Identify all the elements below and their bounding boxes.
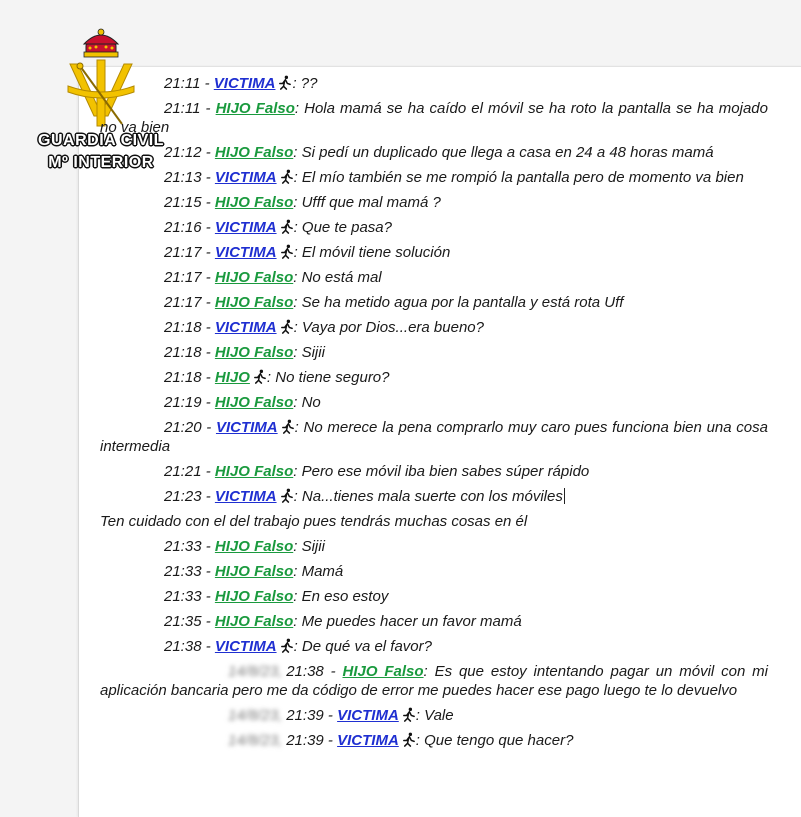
chat-message: 14/8/23, 21:39 - VICTIMA : Que tengo que hacer? <box>100 731 768 750</box>
message-sender: HIJO Falso <box>214 613 294 630</box>
message-sender: VICTIMA <box>214 319 277 336</box>
runner-icon <box>279 169 294 184</box>
chat-message: 21:17 - VICTIMA : El móvil tiene solución <box>164 244 451 261</box>
message-sender: HIJO Falso <box>214 294 294 311</box>
message-text: Si pedí un duplicado que llega a casa en 24 a 48 horas mamá <box>301 144 714 161</box>
message-time: 21:18 <box>164 319 202 336</box>
text-caret <box>564 488 565 504</box>
message-time: 21:39 <box>286 732 324 749</box>
message-sender: HIJO Falso <box>214 394 294 411</box>
message-time: 21:18 <box>164 344 202 361</box>
runner-icon <box>279 488 294 503</box>
message-date: 14/8/23, <box>228 732 283 749</box>
message-time: 21:38 <box>164 638 202 655</box>
message-sender: HIJO Falso <box>215 100 295 117</box>
message-text: Vaya por Dios...era bueno? <box>301 319 484 336</box>
message-time: 21:19 <box>164 394 202 411</box>
message-time: 21:17 <box>164 244 202 261</box>
message-time: 21:17 <box>164 294 202 311</box>
message-text: ?? <box>300 75 318 92</box>
message-sender: VICTIMA <box>214 488 277 505</box>
chat-message: 21:33 - HIJO Falso: En eso estoy <box>164 588 389 605</box>
chat-message: 21:38 - VICTIMA : De qué va el favor? <box>164 638 432 655</box>
chat-message: 21:18 - VICTIMA : Vaya por Dios...era bueno? <box>164 319 484 336</box>
message-text: En eso estoy <box>301 588 389 605</box>
message-time: 21:33 <box>164 563 202 580</box>
chat-message: 21:33 - HIJO Falso: Sijii <box>164 538 325 555</box>
chat-message: 14/8/23, 21:39 - VICTIMA : Vale <box>100 706 768 725</box>
message-text: Sijii <box>301 538 325 555</box>
chat-message: 21:18 - HIJO Falso: Sijii <box>164 344 325 361</box>
message-time: 21:21 <box>164 463 202 480</box>
chat-message <box>100 512 768 531</box>
message-text: Hola mamá se ha caído el móvil se ha roto la pantalla se ha mojado no va bien <box>100 100 768 136</box>
message-sender: HIJO <box>214 369 250 386</box>
message-time: 21:11 <box>164 75 201 92</box>
message-text: Na...tienes mala suerte con los móviles <box>301 488 563 505</box>
chat-message: 21:18 - HIJO : No tiene seguro? <box>164 369 390 386</box>
message-time: 21:17 <box>164 269 202 286</box>
message-text: El mío también se me rompió la pantalla pero de momento va bien <box>301 169 744 186</box>
chat-message: 21:35 - HIJO Falso: Me puedes hacer un favor mamá <box>164 613 522 630</box>
message-sender: HIJO Falso <box>214 144 294 161</box>
message-text: Ten cuidado con el del trabajo pues tendrás muchas cosas en él <box>100 513 528 530</box>
chat-message: 21:16 - VICTIMA : Que te pasa? <box>164 219 392 236</box>
message-text: No tiene seguro? <box>275 369 390 386</box>
message-sender: HIJO Falso <box>342 663 424 680</box>
message-text: Pero ese móvil iba bien sabes súper rápido <box>301 463 590 480</box>
message-date: 14/8/23, <box>228 663 283 680</box>
message-time: 21:23 <box>164 488 202 505</box>
message-time: 21:20 <box>164 419 202 436</box>
message-sender: VICTIMA <box>337 732 399 749</box>
message-sender: VICTIMA <box>214 244 277 261</box>
chat-message: 21:17 - HIJO Falso: No está mal <box>164 269 382 286</box>
chat-message: 21:13 - VICTIMA : El mío también se me rompió la pantalla pero de momento va bien <box>164 169 744 186</box>
chat-transcript <box>100 74 768 756</box>
message-time: 21:39 <box>286 707 324 724</box>
message-time: 21:16 <box>164 219 202 236</box>
message-sender: VICTIMA <box>213 75 276 92</box>
runner-icon <box>401 707 416 722</box>
message-sender: HIJO Falso <box>214 563 294 580</box>
message-text: Mamá <box>301 563 344 580</box>
message-sender: VICTIMA <box>214 219 277 236</box>
message-date: 14/8/23, <box>228 707 283 724</box>
chat-message: 21:20 - VICTIMA : No merece la pena comprarlo muy caro pues funciona bien una cosa intermedia <box>100 419 768 455</box>
message-text: Me puedes hacer un favor mamá <box>301 613 522 630</box>
chat-message: 21:11 - HIJO Falso: Hola mamá se ha caído el móvil se ha roto la pantalla se ha mojado no va bien <box>100 100 768 136</box>
chat-message: 21:23 - VICTIMA : Na...tienes mala suerte con los móviles <box>164 488 563 505</box>
message-sender: HIJO Falso <box>214 588 294 605</box>
chat-message: 21:11 - VICTIMA : ?? <box>164 75 318 92</box>
runner-icon <box>279 638 294 653</box>
message-time: 21:15 <box>164 194 202 211</box>
message-text: Vale <box>424 707 454 724</box>
runner-icon <box>401 732 416 747</box>
message-time: 21:33 <box>164 538 202 555</box>
message-text: Se ha metido agua por la pantalla y está rota Uff <box>301 294 624 311</box>
message-sender: VICTIMA <box>337 707 399 724</box>
message-text: Ufff que mal mamá ? <box>301 194 441 211</box>
chat-message: 21:17 - HIJO Falso: Se ha metido agua por la pantalla y está rota Uff <box>164 294 624 311</box>
message-time: 21:13 <box>164 169 202 186</box>
chat-message: 21:33 - HIJO Falso: Mamá <box>164 563 344 580</box>
message-sender: VICTIMA <box>214 638 277 655</box>
message-sender: HIJO Falso <box>214 463 294 480</box>
message-text: De qué va el favor? <box>301 638 432 655</box>
message-text: El móvil tiene solución <box>301 244 451 261</box>
message-text: Sijii <box>301 344 325 361</box>
message-text: Que tengo que hacer? <box>424 732 574 749</box>
message-sender: HIJO Falso <box>214 538 294 555</box>
message-sender: HIJO Falso <box>214 269 294 286</box>
runner-icon <box>279 219 294 234</box>
message-time: 21:18 <box>164 369 202 386</box>
chat-message: 21:15 - HIJO Falso: Ufff que mal mamá ? <box>164 194 441 211</box>
chat-message: 21:21 - HIJO Falso: Pero ese móvil iba bien sabes súper rápido <box>164 463 590 480</box>
chat-message: 21:12 - HIJO Falso: Si pedí un duplicado que llega a casa en 24 a 48 horas mamá <box>164 144 714 161</box>
message-sender: HIJO Falso <box>214 344 294 361</box>
message-sender: VICTIMA <box>215 419 278 436</box>
runner-icon <box>277 75 292 90</box>
message-text: Que te pasa? <box>301 219 392 236</box>
message-text: No <box>301 394 321 411</box>
message-time: 21:11 <box>164 100 201 117</box>
message-time: 21:35 <box>164 613 202 630</box>
message-sender: HIJO Falso <box>214 194 294 211</box>
chat-message: 14/8/23, 21:38 - HIJO Falso: Es que estoy intentando pagar un móvil con mi aplicación bancaria pero me da código de error me puedes hacer ese pago luego te lo devuelvo <box>100 663 768 699</box>
runner-icon <box>279 319 294 334</box>
message-sender: VICTIMA <box>214 169 277 186</box>
message-time: 21:38 <box>286 663 324 680</box>
message-text: Es que estoy intentando pagar un móvil con mi aplicación bancaria pero me da código de error me puedes hacer ese pago luego te lo devuelvo <box>100 663 768 699</box>
runner-icon <box>252 369 267 384</box>
message-text: No merece la pena comprarlo muy caro pues funciona bien una cosa intermedia <box>100 419 768 455</box>
message-text: No está mal <box>301 269 382 286</box>
runner-icon <box>279 244 294 259</box>
chat-message: 21:19 - HIJO Falso: No <box>164 394 321 411</box>
logo-line-1: GUARDIA CIVIL <box>38 132 164 149</box>
message-time: 21:12 <box>164 144 202 161</box>
logo-line-2: Mº INTERIOR <box>48 154 154 171</box>
message-time: 21:33 <box>164 588 202 605</box>
runner-icon <box>280 419 295 434</box>
